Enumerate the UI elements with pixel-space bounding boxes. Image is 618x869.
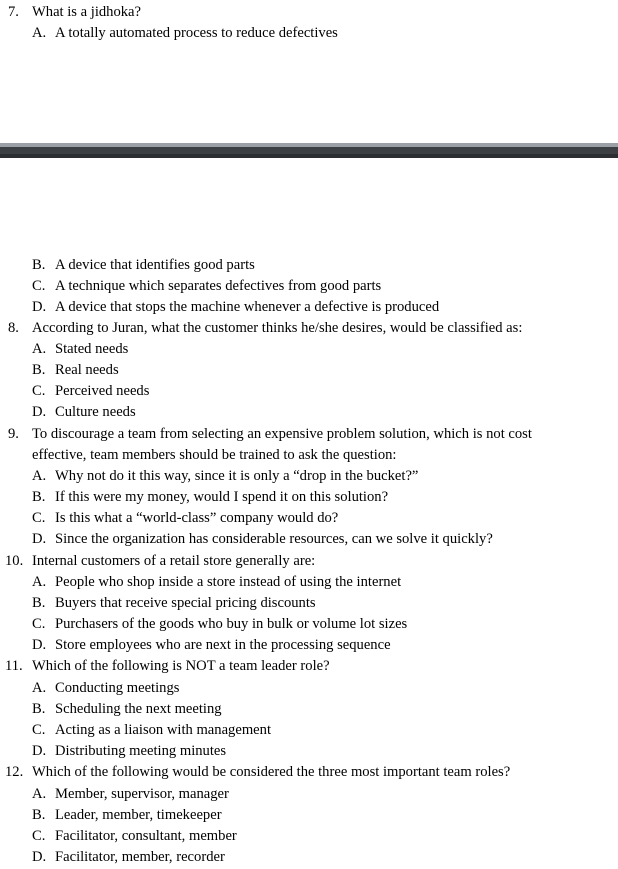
option-text: Buyers that receive special pricing discounts	[55, 595, 316, 611]
question-number: 11.	[5, 658, 23, 674]
option-text: Distributing meeting minutes	[55, 743, 227, 759]
option-letter: D.	[32, 299, 47, 315]
question-number: 8.	[8, 320, 19, 336]
page-divider	[0, 143, 618, 158]
option-letter: B.	[32, 489, 46, 505]
option-letter: A.	[32, 341, 47, 357]
option-text: Scheduling the next meeting	[55, 701, 222, 717]
option-letter: D.	[32, 531, 47, 547]
option-text: Member, supervisor, manager	[55, 786, 229, 802]
option-text: Leader, member, timekeeper	[55, 807, 222, 823]
option-text: Stated needs	[55, 341, 129, 357]
option-letter: A.	[32, 786, 47, 802]
option-text: Since the organization has considerable resources, can we solve it quickly?	[55, 531, 493, 547]
question-number: 7.	[8, 4, 19, 20]
option-letter: B.	[32, 257, 46, 273]
option-letter: B.	[32, 362, 46, 378]
question-text: What is a jidhoka?	[32, 4, 142, 20]
option-letter: D.	[32, 849, 47, 865]
option-text: Perceived needs	[55, 383, 150, 399]
option-text: A device that stops the machine whenever a defective is produced	[55, 299, 440, 315]
option-letter: C.	[32, 510, 46, 526]
option-letter: C.	[32, 828, 46, 844]
option-text: A totally automated process to reduce defectives	[55, 25, 338, 41]
question-text: Which of the following would be considered the three most important team roles?	[32, 764, 511, 780]
option-letter: A.	[32, 468, 47, 484]
option-text: Purchasers of the goods who buy in bulk or volume lot sizes	[55, 616, 408, 632]
option-text: Acting as a liaison with management	[55, 722, 272, 738]
option-letter: A.	[32, 25, 47, 41]
option-letter: A.	[32, 574, 47, 590]
option-text: Conducting meetings	[55, 680, 180, 696]
option-letter: A.	[32, 680, 47, 696]
option-text: Why not do it this way, since it is only a “drop in the bucket?”	[55, 468, 419, 484]
option-letter: B.	[32, 701, 46, 717]
option-text: Is this what a “world-class” company would do?	[55, 510, 339, 526]
question-text: Internal customers of a retail store generally are:	[32, 553, 316, 569]
option-letter: C.	[32, 278, 46, 294]
option-text: Facilitator, consultant, member	[55, 828, 237, 844]
option-text: A technique which separates defectives from good parts	[55, 278, 382, 294]
option-text: If this were my money, would I spend it on this solution?	[55, 489, 389, 505]
divider-highlight	[0, 143, 618, 147]
option-letter: C.	[32, 383, 46, 399]
divider-shadow	[0, 154, 618, 158]
question-number: 12.	[5, 764, 24, 780]
option-letter: D.	[32, 404, 47, 420]
option-letter: D.	[32, 743, 47, 759]
option-text: Store employees who are next in the processing sequence	[55, 637, 391, 653]
question-number: 9.	[8, 426, 19, 442]
option-letter: C.	[32, 616, 46, 632]
option-letter: B.	[32, 595, 46, 611]
option-text: A device that identifies good parts	[55, 257, 255, 273]
option-letter: C.	[32, 722, 46, 738]
question-text: Which of the following is NOT a team leader role?	[32, 658, 330, 674]
option-letter: D.	[32, 637, 47, 653]
question-text-line-2: effective, team members should be trained to ask the question:	[32, 447, 397, 463]
option-letter: B.	[32, 807, 46, 823]
option-text: Culture needs	[55, 404, 136, 420]
question-text-line-1: To discourage a team from selecting an expensive problem solution, which is not cost	[32, 426, 532, 442]
question-number: 10.	[5, 553, 24, 569]
option-text: People who shop inside a store instead of using the internet	[55, 574, 402, 590]
option-text: Real needs	[55, 362, 119, 378]
question-text: According to Juran, what the customer thinks he/she desires, would be classified as:	[32, 320, 523, 336]
option-text: Facilitator, member, recorder	[55, 849, 225, 865]
